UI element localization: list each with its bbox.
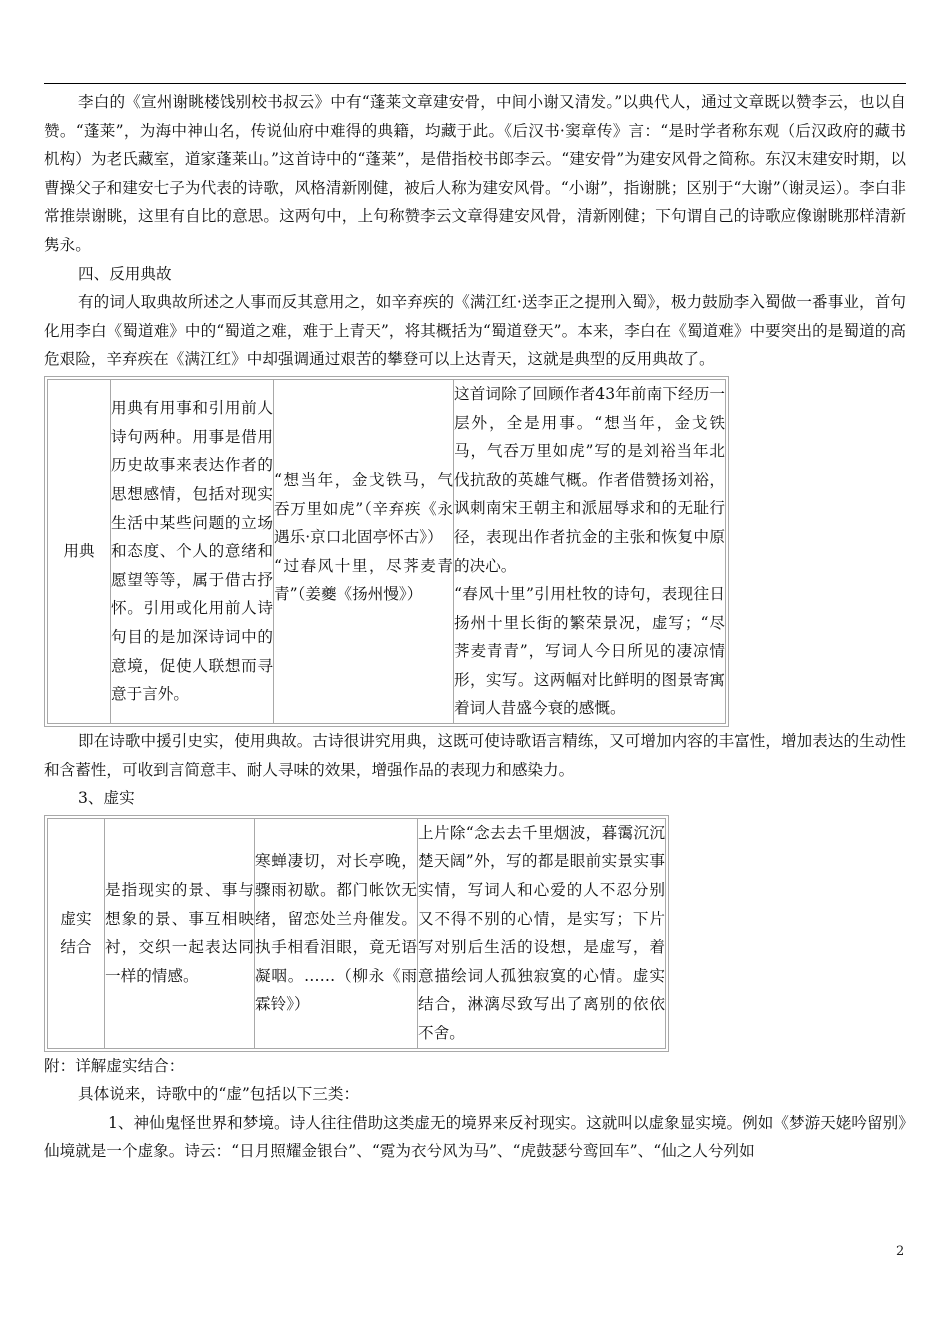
paragraph-li-bai: 李白的《宣州谢眺楼饯别校书叔云》中有“蓬莱文章建安骨，中间小谢又清发。”以典代人，通过文章既以赞李云，也以自赞。“蓬莱”，为海中神山名，传说仙府中难得的典籍，均藏于此。《后汉书·窦章传》言：“是时学者称东观（后汉政府的藏书机构）为老氏藏室，道家蓬莱山。”这首诗中的“蓬莱”，是借指校书郎李云。“建安骨”为建安风骨之简称。东汉末建安时期，以曹操父子和建安七子为代表的诗歌，风格清新刚健，被后人称为建安风骨。“小谢”，指谢朓；区别于“大谢”（谢灵运）。李白非常推崇谢眺，这里有自比的意思。这两句中，上句称赞李云文章得建安风骨，清新刚健；下句谓自己的诗歌应像谢眺那样清新隽永。 bbox=[44, 93, 906, 254]
page-number: 2 bbox=[896, 1244, 905, 1259]
appendix-heading: 附：详解虚实结合： bbox=[44, 1056, 185, 1075]
allusion-analysis-2: “春风十里”引用杜牧的诗句，表现往日扬州十里长街的繁荣景况，虚写；“尽荠麦青青”，写词人今日所见的凄凉情形，实写。这两幅对比鲜明的图景寄寓着词人昔盛今衰的感慨。 bbox=[454, 585, 725, 718]
header-rule bbox=[44, 83, 906, 84]
allusion-table-head: 用典 bbox=[63, 542, 95, 561]
allusion-analysis-cell bbox=[453, 380, 725, 723]
xushi-table-head bbox=[48, 819, 104, 1048]
xushi-example: 寒蝉凄切，对长亭晚，骤雨初歇。都门帐饮无绪，留恋处兰舟催发。执手相看泪眼，竟无语凝咽。……（柳永《雨霖铃》） bbox=[254, 819, 417, 1048]
paragraph-allusion-summary: 即在诗歌中援引史实，使用典故。古诗很讲究用典，这既可使诗歌语言精练，又可增加内容的丰富性，增加表达的生动性和含蓄性，可收到言简意丰、耐人寻味的效果，增强作品的表现力和感染力。 bbox=[44, 732, 906, 779]
allusion-example-2: “过春风十里，尽荠麦青青”（姜夔《扬州慢》） bbox=[274, 556, 453, 604]
paragraph-reverse-allusion: 有的词人取典故所述之人事而反其意用之，如辛弃疾的《满江红·送李正之提刑入蜀》，极力鼓励李入蜀做一番事业，首句化用李白《蜀道难》中的“蜀道之难，难于上青天”，将其概括为“蜀道登天”。本来，李白在《蜀道难》中要突出的是蜀道的高危艰险，辛弃疾在《满江红》中却强调通过艰苦的攀登可以上达青天，这就是典型的反用典故了。 bbox=[44, 293, 906, 369]
paragraph-xu-type-1: 1、神仙鬼怪世界和梦境。诗人往往借助这类虚无的境界来反衬现实。这就叫以虚象显实境。例如《梦游天姥吟留别》仙境就是一个虚象。诗云：“日月照耀金银台”、“霓为衣兮风为马”、“虎鼓瑟兮鸾回车”、“仙之人兮列如 bbox=[44, 1113, 906, 1161]
section-heading-reverse-allusion: 四、反用典故 bbox=[78, 264, 172, 283]
xushi-analysis: 上片除“念去去千里烟波，暮霭沉沉楚天阔”外，写的都是眼前实景实事实情，写词人和心爱的人不忍分别又不得不别的心情，是实写；下片写对别后生活的设想，是虚写，着意描绘词人孤独寂寞的心情。虚实结合，淋漓尽致写出了离别的依依不舍。 bbox=[417, 819, 665, 1048]
allusion-analysis-1: 这首词除了回顾作者43年前南下经历一层外，全是用事。“想当年，金戈铁马，气吞万里如虎”写的是刘裕当年北伐抗敌的英雄气概。作者借赞扬刘裕，讽刺南宋王朝主和派屈辱求和的无耻行径，表现出作者抗金的主张和恢复中原的决心。 bbox=[454, 384, 725, 575]
xushi-definition: 是指现实的景、事与想象的景、事互相映衬，交织一起表达同一样的情感。 bbox=[104, 819, 254, 1048]
allusion-table bbox=[44, 376, 729, 727]
xushi-head-line-2: 结合 bbox=[60, 938, 92, 957]
document-body bbox=[44, 88, 906, 1166]
allusion-examples-cell bbox=[273, 380, 453, 723]
xushi-head-line-1: 虚实 bbox=[60, 909, 92, 928]
xushi-table bbox=[44, 815, 669, 1052]
section-heading-xu-shi: 3、虚实 bbox=[78, 789, 135, 808]
allusion-example-1: “想当年，金戈铁马，气吞万里如虎”（辛弃疾《永遇乐·京口北固亭怀古》） bbox=[274, 471, 453, 547]
allusion-definition: 用典有用事和引用前人诗句两种。用事是借用历史故事来表达作者的思想感情，包括对现实生活中某些问题的立场和态度、个人的意绪和愿望等等，属于借古抒怀。引用或化用前人诗句目的是加深诗词中的意境，促使人联想而寻意于言外。 bbox=[110, 380, 273, 723]
paragraph-xu-types: 具体说来，诗歌中的“虚”包括以下三类： bbox=[78, 1085, 360, 1104]
